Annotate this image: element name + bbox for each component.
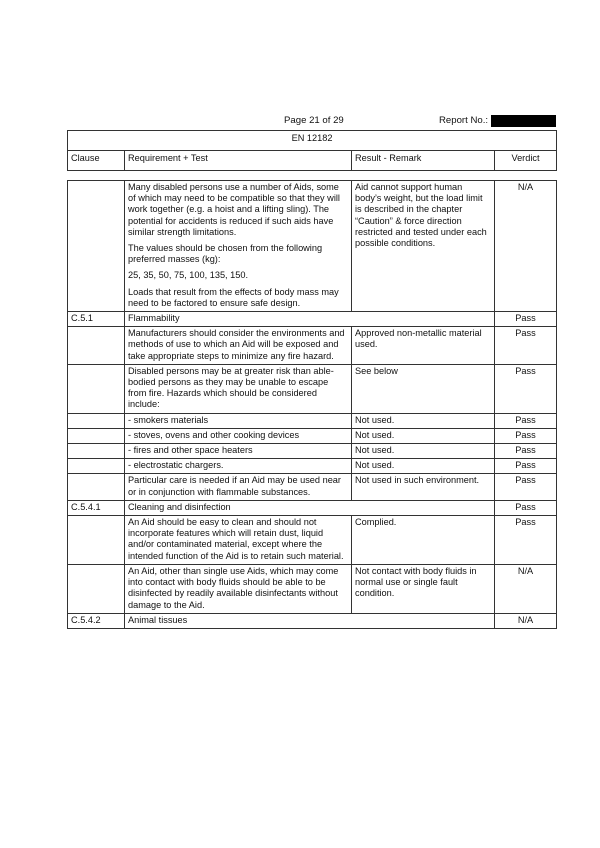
- result-cell: Aid cannot support human body’s weight, but the load limit is described in the chapter “Caution” & force direction restricted and tested under each possible conditions.: [352, 181, 495, 312]
- requirement-text: Manufacturers should consider the environments and methods of use to which an Aid will be exposed and take appropriate steps to minimize any fire hazard.: [128, 328, 345, 361]
- table-row: [68, 459, 557, 474]
- verdict-cell: Pass: [495, 312, 557, 327]
- verdict-cell: Pass: [495, 364, 557, 413]
- requirement-text: The values should be chosen from the following preferred masses (kg):: [128, 243, 323, 265]
- result-cell: Approved non-metallic material used.: [352, 327, 495, 365]
- clause-cell: [68, 364, 125, 413]
- table-row: [68, 500, 557, 515]
- requirement-cell: [125, 181, 352, 312]
- table-row: [68, 613, 557, 628]
- table-row: [68, 364, 557, 413]
- requirement-text: Disabled persons may be at greater risk than able-bodied persons as they may be unable to escape from fire. Hazards which should be considered include:: [128, 365, 334, 410]
- clause-cell: [68, 327, 125, 365]
- result-cell: Not used.: [352, 428, 495, 443]
- verdict-cell: Pass: [495, 474, 557, 500]
- result-cell: Complied.: [352, 516, 495, 565]
- page-header: [66, 115, 556, 129]
- requirement-text: Flammability: [128, 313, 180, 324]
- verdict-cell: Pass: [495, 428, 557, 443]
- verdict-cell: Pass: [495, 459, 557, 474]
- result-cell: Not used in such environment.: [352, 474, 495, 500]
- requirement-text: - stoves, ovens and other cooking devices: [128, 429, 300, 440]
- result-cell: Not used.: [352, 413, 495, 428]
- redacted-report-number: [491, 115, 556, 127]
- table-row: [68, 181, 557, 312]
- standard-name: EN 12182: [68, 131, 557, 151]
- column-header-row: [68, 151, 557, 171]
- requirement-cell: [125, 444, 352, 459]
- clause-cell: [68, 413, 125, 428]
- clause-cell: [68, 428, 125, 443]
- result-cell: Not used.: [352, 444, 495, 459]
- verdict-cell: Pass: [495, 413, 557, 428]
- verdict-cell: Pass: [495, 500, 557, 515]
- clause-cell: [68, 459, 125, 474]
- verdict-cell: Pass: [495, 444, 557, 459]
- clause-cell: C.5.4.2: [68, 613, 125, 628]
- requirements-table: [67, 180, 557, 629]
- verdict-cell: N/A: [495, 613, 557, 628]
- requirement-cell: [125, 500, 495, 515]
- table-row: [68, 327, 557, 365]
- requirement-cell: [125, 327, 352, 365]
- requirement-text: Particular care is needed if an Aid may be used near or in conjunction with flammable substances.: [128, 475, 341, 497]
- requirement-text: 25, 35, 50, 75, 100, 135, 150.: [128, 270, 249, 281]
- clause-cell: C.5.1: [68, 312, 125, 327]
- table-row: [68, 413, 557, 428]
- column-header-clause: Clause: [68, 151, 125, 171]
- requirement-text: Many disabled persons use a number of Aids, some of which may need to be compatible so that they will work together (e.g. a hoist and a lifting sling). The potential for accidents is reduced if such aids have similar strength limitations.: [128, 182, 340, 237]
- report-number-label: Report No.:: [439, 115, 489, 126]
- clause-cell: [68, 181, 125, 312]
- requirement-cell: [125, 459, 352, 474]
- table-row: [68, 564, 557, 613]
- requirement-cell: [125, 516, 352, 565]
- clause-cell: C.5.4.1: [68, 500, 125, 515]
- requirement-cell: [125, 413, 352, 428]
- requirement-text: - electrostatic chargers.: [128, 460, 224, 471]
- result-cell: See below: [352, 364, 495, 413]
- column-header-requirement: Requirement + Test: [125, 151, 352, 171]
- table-row: [68, 428, 557, 443]
- table-row: [68, 444, 557, 459]
- requirement-cell: [125, 364, 352, 413]
- clause-cell: [68, 444, 125, 459]
- requirement-cell: [125, 428, 352, 443]
- table-row: [68, 516, 557, 565]
- requirement-cell: [125, 474, 352, 500]
- requirement-cell: [125, 613, 495, 628]
- requirement-text: An Aid should be easy to clean and should not incorporate features which will retain dust, liquid and/or contaminated material, except where the intended function of the Aid is to retain such material.: [128, 517, 344, 561]
- verdict-cell: N/A: [495, 181, 557, 312]
- requirements-table-body: [68, 181, 557, 629]
- header-table: [67, 130, 557, 171]
- column-header-result: Result - Remark: [352, 151, 495, 171]
- requirement-cell: [125, 312, 495, 327]
- clause-cell: [68, 474, 125, 500]
- requirement-text: An Aid, other than single use Aids, which may come into contact with body fluids should be able to be disinfected by readily available disinfectants without damage to the Aid.: [128, 565, 339, 610]
- requirement-text: - fires and other space heaters: [128, 445, 253, 456]
- column-header-verdict: Verdict: [495, 151, 557, 171]
- clause-cell: [68, 516, 125, 565]
- table-row: [68, 474, 557, 500]
- requirement-text: Animal tissues: [128, 614, 188, 625]
- requirement-cell: [125, 564, 352, 613]
- verdict-cell: Pass: [495, 327, 557, 365]
- clause-cell: [68, 564, 125, 613]
- result-cell: Not contact with body fluids in normal use or single fault condition.: [352, 564, 495, 613]
- table-row: [68, 312, 557, 327]
- verdict-cell: Pass: [495, 516, 557, 565]
- verdict-cell: N/A: [495, 564, 557, 613]
- page-number: Page 21 of 29: [284, 115, 344, 126]
- result-cell: Not used.: [352, 459, 495, 474]
- requirement-text: Cleaning and disinfection: [128, 501, 231, 512]
- requirement-text: Loads that result from the effects of body mass may need to be factored to ensure safe design.: [128, 286, 339, 308]
- standard-row: [68, 131, 557, 151]
- requirement-text: - smokers materials: [128, 414, 209, 425]
